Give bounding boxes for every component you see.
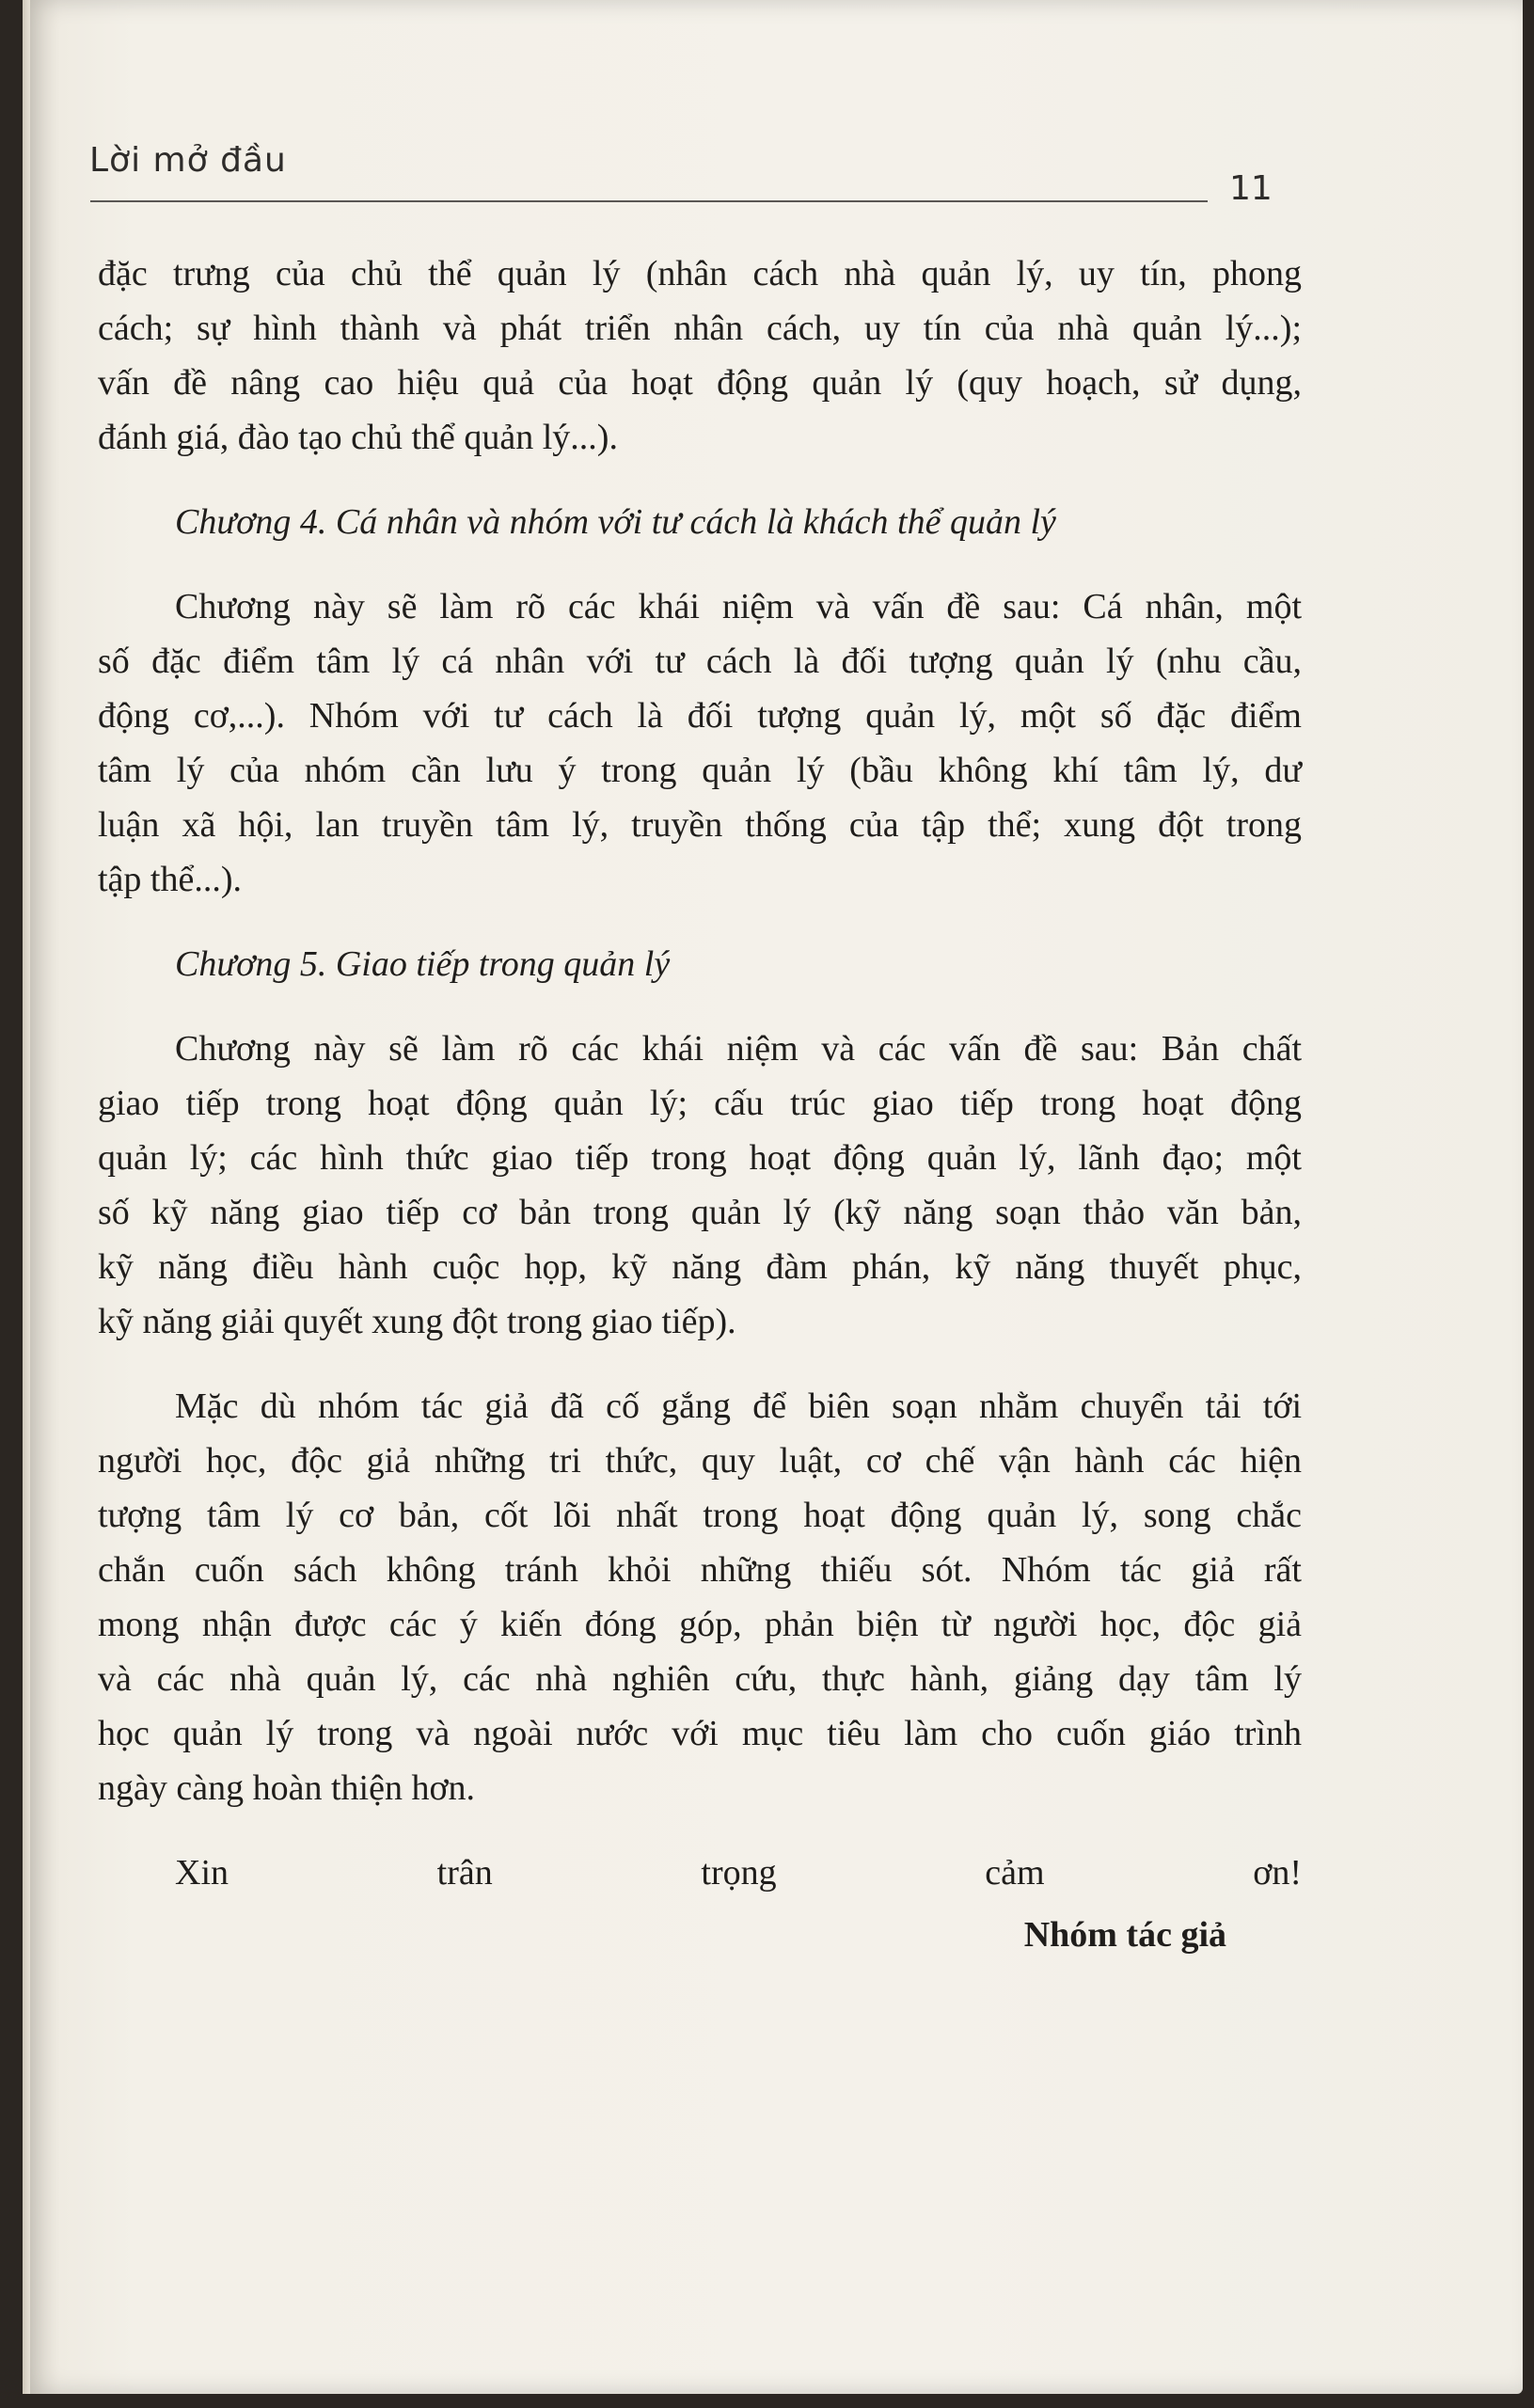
text-line: tượng tâm lý cơ bản, cốt lõi nhất trong hoạt động quản lý, song chắc <box>98 1496 1302 1535</box>
text-line: Chương này sẽ làm rõ các khái niệm và các vấn đề sau: Bản chất <box>175 1029 1302 1069</box>
page-number: 11 <box>1229 169 1273 208</box>
text-line: kỹ năng điều hành cuộc họp, kỹ năng đàm phán, kỹ năng thuyết phục, <box>98 1247 1302 1287</box>
text-line: giao tiếp trong hoạt động quản lý; cấu trúc giao tiếp trong hoạt động <box>98 1084 1302 1123</box>
text-line: cách; sự hình thành và phát triển nhân cách, uy tín của nhà quản lý...); <box>98 309 1302 348</box>
text-line: luận xã hội, lan truyền tâm lý, truyền thống của tập thể; xung đột trong <box>98 805 1302 845</box>
text-line: vấn đề nâng cao hiệu quả của hoạt động quản lý (quy hoạch, sử dụng, <box>98 363 1302 403</box>
page-gutter-edge <box>23 0 30 2394</box>
chapter5-heading: Chương 5. Giao tiếp trong quản lý <box>175 944 671 984</box>
text-line: người học, độc giả những tri thức, quy luật, cơ chế vận hành các hiện <box>98 1441 1302 1481</box>
text-line: mong nhận được các ý kiến đóng góp, phản biện từ người học, độc giả <box>98 1605 1302 1644</box>
text-line: số kỹ năng giao tiếp cơ bản trong quản lý (kỹ năng soạn thảo văn bản, <box>98 1193 1302 1232</box>
text-line: kỹ năng giải quyết xung đột trong giao tiếp). <box>98 1302 736 1341</box>
paragraph-closing <box>98 1379 1302 1815</box>
text-line: tâm lý của nhóm cần lưu ý trong quản lý (bầu không khí tâm lý, dư <box>98 751 1302 790</box>
text-line: ngày càng hoàn thiện hơn. <box>98 1768 476 1808</box>
text-line: tập thể...). <box>98 860 243 899</box>
book-page <box>23 0 1523 2394</box>
text-line: Chương này sẽ làm rõ các khái niệm và vấn đề sau: Cá nhân, một <box>175 587 1302 626</box>
text-line: và các nhà quản lý, các nhà nghiên cứu, thực hành, giảng dạy tâm lý <box>98 1659 1302 1699</box>
chapter4-heading: Chương 4. Cá nhân và nhóm với tư cách là khách thể quản lý <box>175 502 1056 542</box>
text-line: động cơ,...). Nhóm với tư cách là đối tượng quản lý, một số đặc điểm <box>98 696 1302 736</box>
author-signature: Nhóm tác giả <box>1023 1915 1226 1955</box>
text-line: học quản lý trong và ngoài nước với mục tiêu làm cho cuốn giáo trình <box>98 1714 1302 1753</box>
text-line: đặc trưng của chủ thể quản lý (nhân cách nhà quản lý, uy tín, phong <box>98 254 1302 293</box>
page-body <box>98 246 1302 1992</box>
thanks-line: Xin trân trọng cảm ơn! <box>175 1853 1302 1893</box>
paragraph-chapter4 <box>98 579 1302 907</box>
running-head-title: Lời mở đầu <box>89 141 287 180</box>
paragraph-chapter3-continuation <box>98 246 1302 465</box>
text-line: quản lý; các hình thức giao tiếp trong hoạt động quản lý, lãnh đạo; một <box>98 1138 1302 1178</box>
paragraph-chapter5 <box>98 1022 1302 1349</box>
header-rule <box>90 200 1208 202</box>
text-line: đánh giá, đào tạo chủ thể quản lý...). <box>98 418 618 457</box>
text-line: chắn cuốn sách không tránh khỏi những thiếu sót. Nhóm tác giả rất <box>98 1550 1302 1590</box>
text-line: Mặc dù nhóm tác giả đã cố gắng để biên soạn nhằm chuyển tải tới <box>175 1386 1302 1426</box>
text-line: số đặc điểm tâm lý cá nhân với tư cách là đối tượng quản lý (nhu cầu, <box>98 642 1302 681</box>
